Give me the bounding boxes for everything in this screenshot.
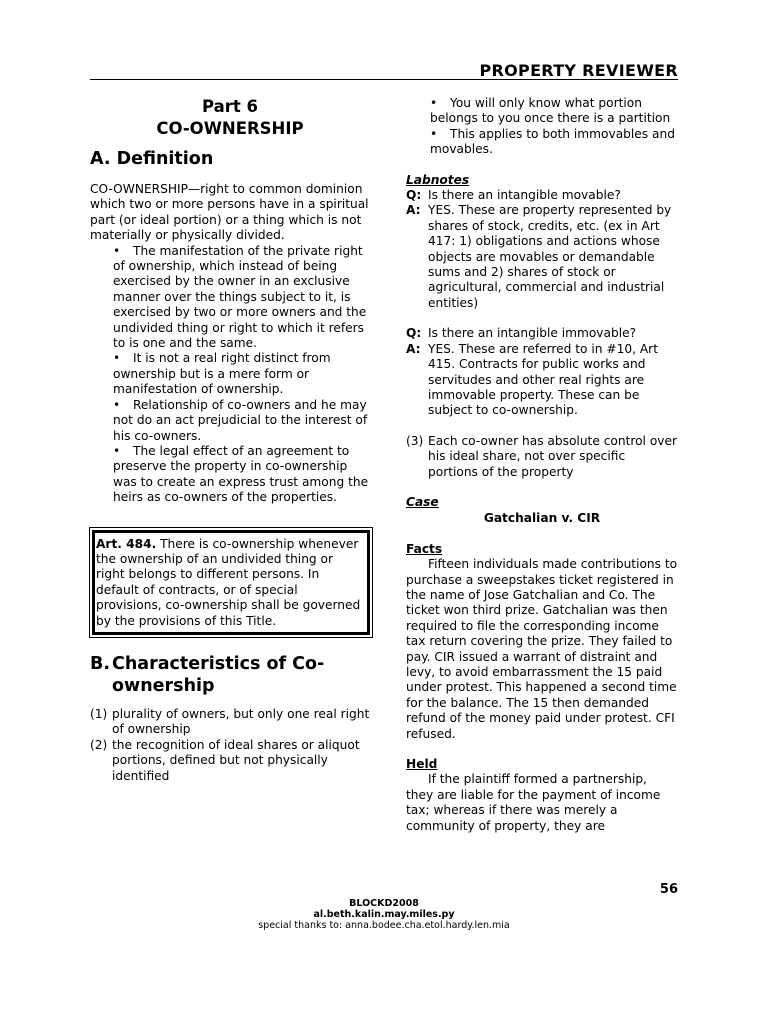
case-heading: Case [406,494,439,509]
bullet-item [113,398,370,444]
a-text: YES. These are referred to in #10, Art 415. Contracts for public works and servitudes and other real rights are immovable property. These can be subject to co-ownership. [428,341,658,418]
held-heading: Held [406,757,438,772]
item-number: (2) [90,737,108,752]
a-label: A: [406,203,421,218]
facts-text: Fifteen individuals made contributions to purchase a sweepstakes ticket registered in the name of Jose Gatchalian and Co. The ticket won third prize. Gatchalian was then required to file the corresponding income tax return covering the prize. They failed to pay. CIR issued a warrant of distraint and levy, to avoid embarrassment the 15 paid under protest. This happened a second time for the balance. The 15 then demanded refund of the money paid under protest. CFI refused. [406,557,678,741]
footer-line-2: al.beth.kalin.may.miles.py [313,909,455,920]
footer-line-3: special thanks to: anna.bodee.cha.etol.hardy.len.mia [258,920,510,931]
item-number: (1) [90,706,108,721]
bullet-item [113,244,370,352]
list-item [406,434,678,480]
question-2 [406,326,678,341]
partition-bullets [406,96,678,158]
list-item [90,738,370,784]
page-number: 56 [659,882,678,897]
bullet-text: The legal effect of an agreement to preserve the property in co-ownership was to create an express trust among the heirs as co-owners of the properties. [113,443,369,505]
bullet-item [113,444,370,506]
q-label: Q: [406,188,422,203]
section-b-title: Characteristics of Co-ownership [112,653,325,696]
characteristics-list-continued [406,434,678,480]
definition-text: CO-OWNERSHIP—right to common dominion which two or more persons have in a spiritual part (or ideal portion) or a thing which is not materially or physically divided. [90,182,369,243]
answer-1 [406,203,678,311]
item-text: Each co-owner has absolute control over his ideal share, not over specific portions of the property [428,433,677,479]
left-column [90,96,370,784]
bullet-text: The manifestation of the private right of ownership, which instead of being exercised by the owner in an exclusive manner over the things subject to it, is exercised by two or more owners and the undivided thing or right to which it refers to is one and the same. [113,243,367,351]
a-label: A: [406,341,421,356]
item-text: the recognition of ideal shares or aliquot portions, defined but not physically identified [112,737,360,783]
definition-bullets [90,244,370,506]
a-text: YES. These are property represented by shares of stock, credits, etc. (ex in Art 417: 1) obligations and actions whose objects are movables or demandable sums and 2) shares of stock or agricultural, commercial and industrial entities) [428,203,672,310]
article-484-box [92,530,370,635]
article-number: Art. 484. [96,536,157,551]
item-text: plurality of owners, but only one real right of ownership [112,706,370,737]
section-a-heading: A. Definition [90,149,214,169]
answer-2 [406,342,678,419]
held-text: If the plaintiff formed a partnership, they are liable for the payment of income tax; whereas if there was merely a community of property, they are [406,772,661,833]
bullet-text: Relationship of co-owners and he may not do an act prejudicial to the interest of his co-owners. [113,397,368,443]
characteristics-list [90,707,370,784]
bullet-text: It is not a real right distinct from ownership but is a mere form or manifestation of ownership. [113,351,331,397]
right-column [406,96,678,834]
header-rule [90,79,678,80]
section-b-heading [90,653,370,697]
bullet-text: This applies to both immovables and movables. [430,126,675,157]
facts-heading: Facts [406,541,443,556]
bullet-item [113,351,370,397]
header-title: PROPERTY REVIEWER [479,61,678,80]
q-label: Q: [406,326,422,341]
item-number: (3) [406,433,424,448]
list-item [90,707,370,738]
bullet-text: You will only know what portion belongs to you once there is a partition [430,96,671,126]
part-title: Part 6 [201,97,259,116]
q-text: Is there an intangible immovable? [428,326,637,341]
bullet-item [430,127,678,158]
part-subtitle: CO-OWNERSHIP [156,119,304,138]
bullet-item [430,96,678,127]
labnotes-heading: Labnotes [406,172,470,187]
case-title: Gatchalian v. CIR [483,511,601,526]
article-text: There is co-ownership whenever the ownership of an undivided thing or right belongs to different persons. In default of contracts, or of special provisions, co-ownership shall be governed by the provisions of this Title. [96,536,361,628]
question-1 [406,188,678,203]
q-text: Is there an intangible movable? [428,188,621,203]
section-b-letter: B. [90,653,110,674]
footer-line-1: BLOCKD2008 [349,898,419,909]
